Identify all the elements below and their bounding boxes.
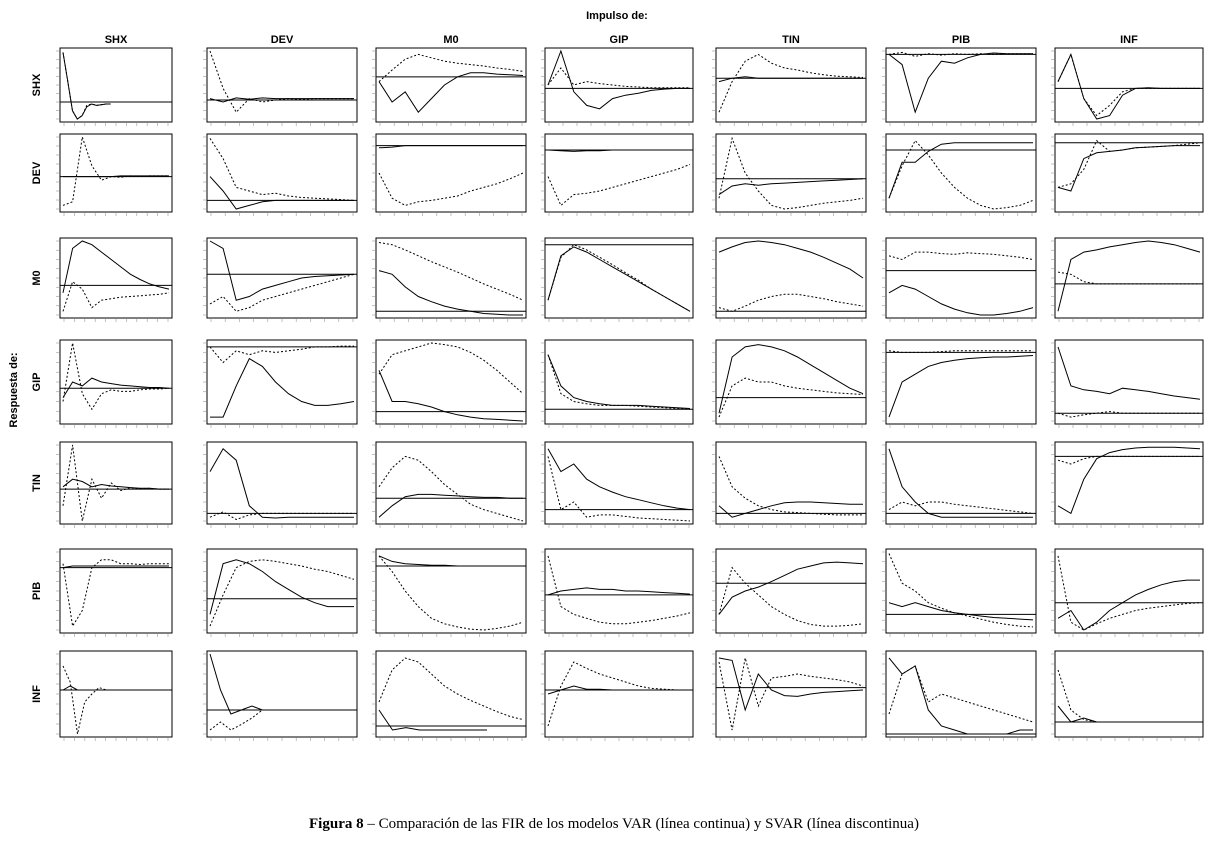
panel-inf-dev — [203, 651, 357, 741]
row-title-inf: INF — [31, 685, 43, 703]
panel-dev-inf — [1051, 134, 1203, 216]
panel-frame — [60, 442, 172, 524]
panel-frame — [886, 651, 1036, 737]
panel-tin-shx — [56, 442, 172, 528]
panel-frame — [545, 48, 693, 122]
row-titles — [31, 73, 43, 703]
panel-frame — [1055, 442, 1203, 524]
panel-m0-pib — [882, 238, 1036, 322]
panel-frame — [545, 238, 693, 318]
response-header: Respuesta de: — [8, 352, 20, 428]
panel-gip-gip — [541, 340, 693, 428]
panel-dev-dev — [203, 134, 357, 216]
panel-shx-tin — [712, 48, 866, 126]
panel-m0-tin — [712, 238, 866, 322]
panel-frame — [716, 238, 866, 318]
panel-frame — [886, 134, 1036, 212]
row-title-gip: GIP — [31, 372, 43, 392]
panel-frame — [545, 340, 693, 424]
panel-shx-m0 — [372, 48, 526, 126]
panel-shx-gip — [541, 48, 693, 126]
panel-frame — [207, 238, 357, 318]
panel-pib-gip — [541, 549, 693, 637]
row-title-shx: SHX — [31, 73, 43, 97]
panel-frame — [207, 651, 357, 737]
panel-tin-pib — [882, 442, 1036, 528]
panel-frame — [886, 442, 1036, 524]
panel-inf-gip — [541, 651, 693, 741]
row-title-dev: DEV — [31, 161, 43, 185]
panel-frame — [545, 134, 693, 212]
panel-inf-inf — [1051, 651, 1203, 741]
panel-shx-shx — [56, 48, 172, 126]
panels — [56, 48, 1203, 741]
panel-pib-inf — [1051, 549, 1203, 637]
panel-pib-shx — [56, 549, 172, 637]
panel-gip-tin — [712, 340, 866, 428]
panel-frame — [716, 48, 866, 122]
panel-frame — [60, 238, 172, 318]
panel-frame — [1055, 48, 1203, 122]
panel-pib-pib — [882, 549, 1036, 637]
panel-frame — [376, 48, 526, 122]
panel-shx-inf — [1051, 48, 1203, 126]
panel-dev-pib — [882, 134, 1036, 216]
panel-m0-dev — [203, 238, 357, 322]
column-title-gip: GIP — [609, 34, 629, 46]
panel-gip-dev — [203, 340, 357, 428]
panel-m0-inf — [1051, 238, 1203, 322]
caption-text: – Comparación de las FIR de los modelos VAR (línea continua) y SVAR (línea discontinua) — [363, 816, 919, 832]
panel-inf-tin — [712, 651, 866, 741]
row-title-tin: TIN — [31, 474, 43, 492]
panel-dev-tin — [712, 134, 866, 216]
column-title-m0: M0 — [443, 34, 459, 46]
panel-frame — [60, 48, 172, 122]
panel-shx-pib — [882, 48, 1036, 126]
panel-frame — [886, 549, 1036, 633]
panel-frame — [545, 651, 693, 737]
figure-caption — [0, 816, 1228, 833]
panel-frame — [376, 651, 526, 737]
panel-shx-dev — [203, 48, 357, 126]
panel-frame — [60, 134, 172, 212]
panel-dev-m0 — [372, 134, 526, 216]
panel-tin-m0 — [372, 442, 526, 528]
panel-m0-shx — [56, 238, 172, 322]
panel-tin-tin — [712, 442, 866, 528]
panel-m0-gip — [541, 238, 693, 322]
panel-frame — [886, 48, 1036, 122]
panel-frame — [1055, 340, 1203, 424]
panel-frame — [545, 442, 693, 524]
panel-frame — [716, 549, 866, 633]
panel-gip-m0 — [372, 340, 526, 428]
panel-frame — [716, 442, 866, 524]
row-title-m0: M0 — [31, 270, 43, 286]
column-title-pib: PIB — [951, 34, 971, 46]
panel-frame — [207, 48, 357, 122]
panel-pib-tin — [712, 549, 866, 637]
panel-frame — [376, 442, 526, 524]
panel-frame — [716, 134, 866, 212]
panel-gip-inf — [1051, 340, 1203, 428]
panel-pib-dev — [203, 549, 357, 637]
panel-m0-m0 — [372, 238, 526, 322]
panel-tin-gip — [541, 442, 693, 528]
column-title-dev: DEV — [270, 34, 294, 46]
panel-frame — [207, 340, 357, 424]
panel-frame — [60, 340, 172, 424]
column-title-inf: INF — [1120, 34, 1138, 46]
panel-frame — [60, 651, 172, 737]
panel-frame — [376, 549, 526, 633]
row-title-pib: PIB — [31, 581, 43, 601]
panel-gip-pib — [882, 340, 1036, 428]
panel-frame — [886, 238, 1036, 318]
column-title-shx: SHX — [104, 34, 128, 46]
panel-dev-shx — [56, 134, 172, 216]
impulse-header: Impulso de: — [586, 10, 648, 22]
panel-tin-dev — [203, 442, 357, 528]
panel-gip-shx — [56, 340, 172, 428]
panel-tin-inf — [1051, 442, 1203, 528]
caption-label: Figura 8 — [309, 816, 364, 832]
panel-inf-pib — [882, 651, 1036, 741]
panel-inf-shx — [56, 651, 172, 741]
panel-frame — [376, 238, 526, 318]
panel-pib-m0 — [372, 549, 526, 637]
column-titles — [105, 34, 1138, 46]
panel-inf-m0 — [372, 651, 526, 741]
panel-dev-gip — [541, 134, 693, 216]
panel-frame — [1055, 651, 1203, 737]
column-title-tin: TIN — [782, 34, 800, 46]
panel-frame — [545, 549, 693, 633]
